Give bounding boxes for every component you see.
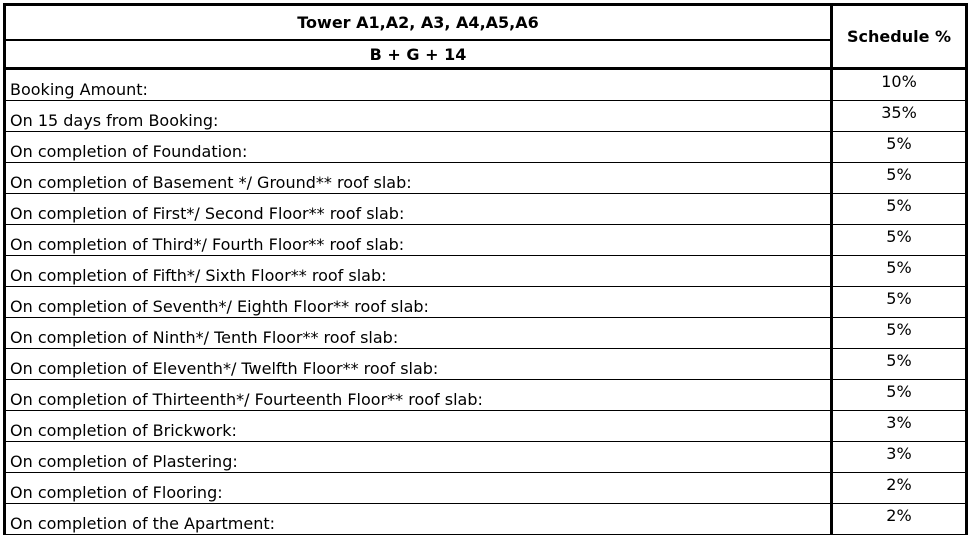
percent-cell: 2% <box>832 504 967 535</box>
percent-cell: 10% <box>832 69 967 101</box>
table-row <box>5 473 967 504</box>
subheader-row <box>5 40 967 69</box>
table-row <box>5 132 967 163</box>
table-row <box>5 256 967 287</box>
percent-cell: 5% <box>832 194 967 225</box>
table-row <box>5 101 967 132</box>
payment-schedule-table <box>3 3 968 535</box>
floors-header: B + G + 14 <box>5 40 832 69</box>
table-row <box>5 163 967 194</box>
percent-cell: 3% <box>832 411 967 442</box>
percent-cell: 5% <box>832 225 967 256</box>
table-row <box>5 504 967 535</box>
stage-cell: On completion of Eleventh*/ Twelfth Floor** roof slab: <box>5 349 832 380</box>
percent-cell: 5% <box>832 380 967 411</box>
percent-cell: 5% <box>832 349 967 380</box>
table-row <box>5 442 967 473</box>
table-row <box>5 287 967 318</box>
stage-cell: On completion of Seventh*/ Eighth Floor** roof slab: <box>5 287 832 318</box>
percent-cell: 35% <box>832 101 967 132</box>
percent-cell: 3% <box>832 442 967 473</box>
table-row <box>5 69 967 101</box>
percent-cell: 5% <box>832 287 967 318</box>
stage-cell: On completion of Ninth*/ Tenth Floor** roof slab: <box>5 318 832 349</box>
percent-cell: 5% <box>832 318 967 349</box>
stage-cell: On completion of Fifth*/ Sixth Floor** roof slab: <box>5 256 832 287</box>
stage-cell: On completion of Basement */ Ground** roof slab: <box>5 163 832 194</box>
stage-cell: Booking Amount: <box>5 69 832 101</box>
stage-cell: On completion of the Apartment: <box>5 504 832 535</box>
stage-cell: On completion of Third*/ Fourth Floor** roof slab: <box>5 225 832 256</box>
stage-cell: On completion of Thirteenth*/ Fourteenth Floor** roof slab: <box>5 380 832 411</box>
stage-cell: On completion of Flooring: <box>5 473 832 504</box>
percent-cell: 2% <box>832 473 967 504</box>
stage-cell: On 15 days from Booking: <box>5 101 832 132</box>
table-row <box>5 380 967 411</box>
payment-schedule-sheet <box>3 3 965 533</box>
stage-cell: On completion of Brickwork: <box>5 411 832 442</box>
table-row <box>5 411 967 442</box>
table-row <box>5 349 967 380</box>
tower-header: Tower A1,A2, A3, A4,A5,A6 <box>5 5 832 41</box>
schedule-percent-header: Schedule % <box>832 5 967 69</box>
percent-cell: 5% <box>832 256 967 287</box>
header-row <box>5 5 967 41</box>
table-row <box>5 194 967 225</box>
stage-cell: On completion of Plastering: <box>5 442 832 473</box>
table-row <box>5 318 967 349</box>
stage-cell: On completion of First*/ Second Floor** roof slab: <box>5 194 832 225</box>
percent-cell: 5% <box>832 132 967 163</box>
stage-cell: On completion of Foundation: <box>5 132 832 163</box>
percent-cell: 5% <box>832 163 967 194</box>
table-row <box>5 225 967 256</box>
